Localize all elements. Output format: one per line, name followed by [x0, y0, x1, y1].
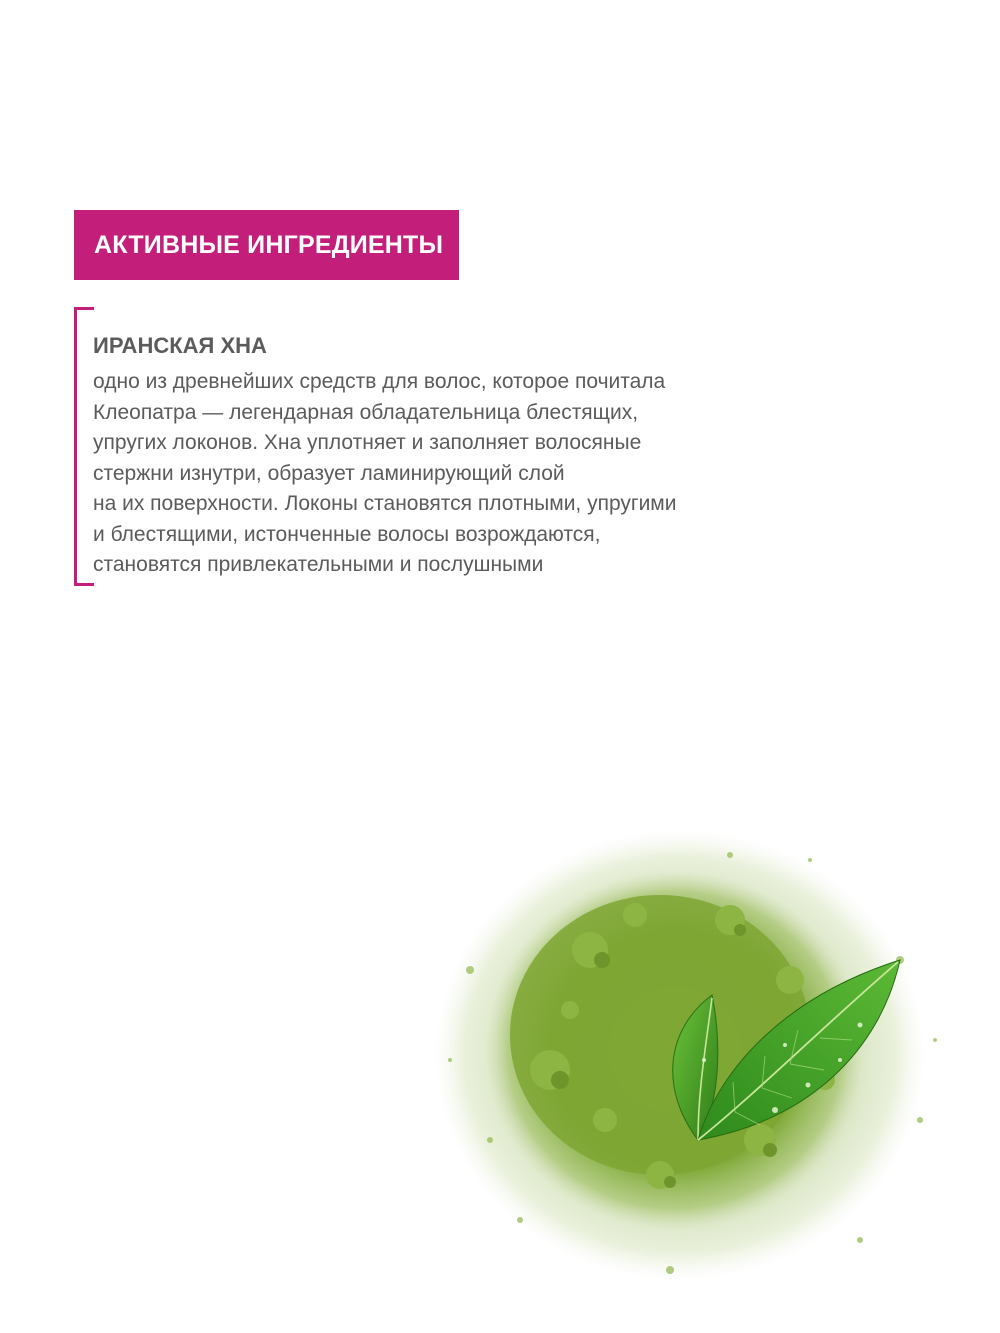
ingredient-description-line: упругих локонов. Хна уплотняет и заполняет волосяные: [93, 431, 642, 454]
section-title: АКТИВНЫЕ ИНГРЕДИЕНТЫ: [94, 230, 444, 259]
ingredient-description-line: одно из древнейших средств для волос, которое почитала: [93, 370, 666, 393]
ingredient-block: [93, 333, 793, 581]
ingredient-description-line: Клеопатра — легендарная обладательница блестящих,: [93, 400, 639, 424]
ingredient-name: ИРАНСКАЯ ХНА: [93, 333, 267, 358]
ingredient-description-line: и блестящими, истонченные волосы возрождаются,: [93, 522, 601, 546]
section-header-banner: [74, 210, 459, 280]
henna-powder-with-leaves-icon: [430, 820, 950, 1300]
ingredient-description-line: становятся привлекательными и послушными: [93, 553, 544, 576]
text-bracket-decoration: [74, 307, 94, 586]
ingredient-description-line: стержни изнутри, образует ламинирующий слой: [93, 461, 565, 485]
ingredient-description-line: на их поверхности. Локоны становятся плотными, упругими: [93, 492, 677, 515]
